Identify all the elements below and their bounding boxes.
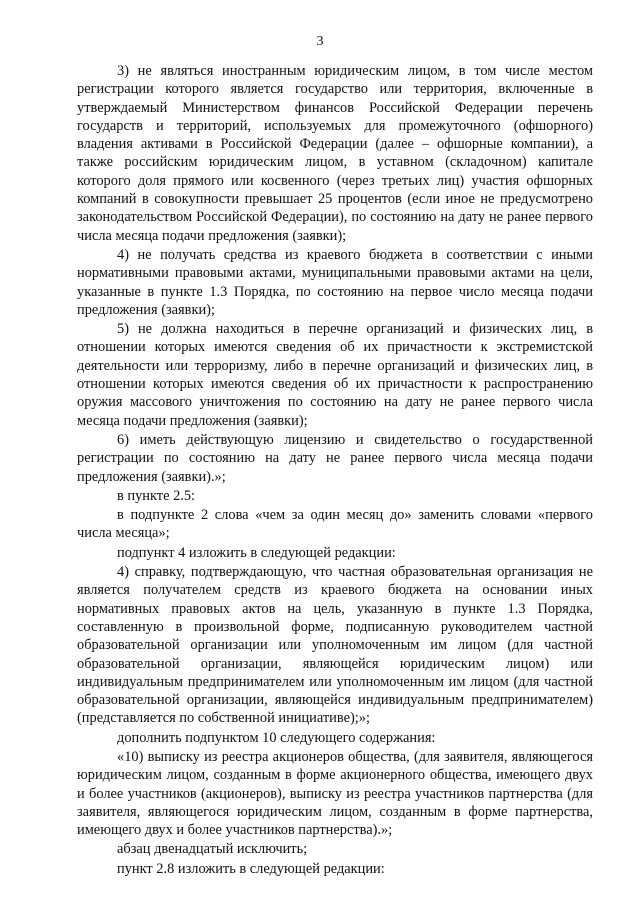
paragraph-subclause-4-intro: подпункт 4 изложить в следующей редакции: <box>117 544 396 561</box>
paragraph-item-3: 3) не являться иностранным юридическим лицом, в том числе местом регистрации которого является государство или территория, включенные в утверждаемый Министерством финансов Российской Федерации перечень государств и территорий, используемых для промежуточного (офшорного) владения активами в Российской Федерации (далее – офшорные компании), а также российским юридическим лицом, в уставном (складочном) капитале которого доля прямого или косвенного (через третьих лиц) участия офшорных компаний в совокупности превышает 25 процентов (если иное не предусмотрено законодательством Российской Федерации), по состоянию на дату не ранее первого числа месяца подачи предложения (заявки); <box>77 63 593 244</box>
paragraph-item-4: 4) не получать средства из краевого бюджета в соответствии с иными нормативными правовыми актами, муниципальными правовыми актами на цели, указанные в пункте 1.3 Порядка, по состоянию на первое число месяца подачи предложения (заявки); <box>77 246 593 318</box>
paragraph-item-5: 5) не должна находиться в перечне организаций и физических лиц, в отношении которых имеются сведения об их причастности к экстремистской деятельности или терроризму, либо в перечне организаций и физических лиц, в отношении которых имеются сведения об их причастности к распространению оружия массового уничтожения по состоянию на дату не ранее первого числа месяца подачи предложения (заявки); <box>77 321 593 429</box>
paragraph-item-6: 6) иметь действующую лицензию и свидетельство о государственной регистрации по состоянию на дату не ранее первого числа месяца подачи предложения (заявки).»; <box>77 431 593 485</box>
paragraph-clause-2-5: в пункте 2.5: <box>117 487 196 504</box>
paragraph-abzac-12: абзац двенадцатый исключить; <box>117 841 308 858</box>
document-body <box>77 62 593 879</box>
paragraph-subclause-4-text: 4) справку, подтверждающую, что частная образовательная организация не является получателем средств из краевого бюджета на основании иных нормативных правовых актов на цель, указанную в пункте 1.3 Порядка, составленную в произвольной форме, подписанную руководителем частной образовательной организации или уполномоченным им лицом (для частной образовательной организации, являющейся юридическим лицом) или индивидуальным предпринимателем или уполномоченным им лицом (для частной образовательной организации, являющейся индивидуальным предпринимателем) (представляется по собственной инициативе);»; <box>77 564 593 727</box>
page-number: 3 <box>316 34 324 49</box>
paragraph-subclause-10-text: «10) выписку из реестра акционеров общества, (для заявителя, являющегося юридическим лицом, созданным в форме акционерного общества, имеющего двух и более участников (акционеров), выписку из реестра участников партнерства (для заявителя, являющегося юридическим лицом, созданным в форме партнерства, имеющего двух и более участников партнерства).»; <box>77 748 593 839</box>
paragraph-subclause-2: в подпункте 2 слова «чем за один месяц до» заменить словами «первого числа месяца»; <box>77 507 593 542</box>
paragraph-subclause-10-intro: дополнить подпунктом 10 следующего содержания: <box>117 729 436 746</box>
paragraph-clause-2-8: пункт 2.8 изложить в следующей редакции: <box>117 860 385 877</box>
